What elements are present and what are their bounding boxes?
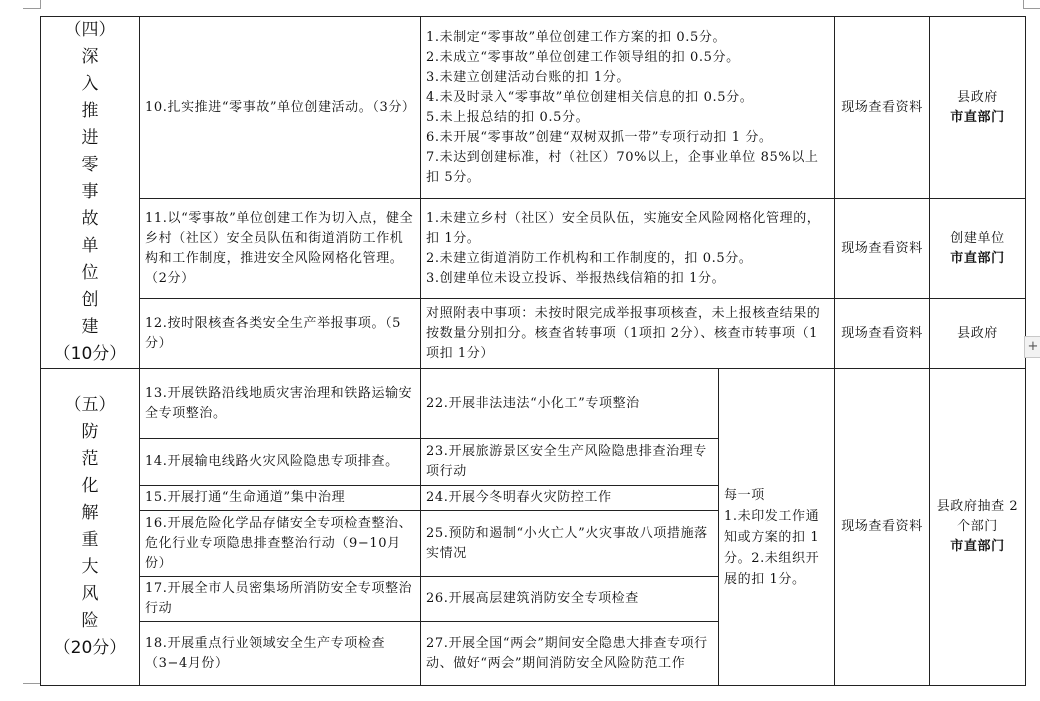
task-cell: 27.开展全国“两会”期间安全隐患大排查专项行动、做好“两会”期间消防安全风险防范工作 [421,622,719,686]
criteria-cell: 对照附表中事项：未按时限完成举报事项核查，未上报核查结果的按数量分别扣分。核查省转事项（1项扣 2分）、核查市转事项（1项扣 1分） [421,299,835,369]
criteria-cell: 1.未制定“零事故”单位创建工作方案的扣 0.5分。 2.未成立“零事故”单位创建工作领导组的扣 0.5分。 3.未建立创建活动台账的扣 1分。 4.未及时录入“零事故”单位创建相关信息的扣 0.5分。 5.未上报总结的扣 0.5分。 6.未开展“零事故”创建“双树双抓一带”专项行动扣 1 分。 7.未达到创建标准，村（社区）70%以上，企事业单位 85%以上扣 5分。 [421,17,835,199]
task-cell: 12.按时限核查各类安全生产举报事项。（5分） [140,299,421,369]
method-cell: 现场查看资料 [835,369,930,686]
assessment-table [40,16,1026,686]
task-cell: 24.开展今冬明春火灾防控工作 [421,486,719,511]
task-cell: 16.开展危险化学品存储安全专项检查整治、危化行业专项隐患排查整治行动（9−10月份） [140,511,421,577]
task-cell: 14.开展输电线路火灾风险隐患专项排查。 [140,439,421,486]
criteria-cell: 每一项 1.未印发工作通知或方案的扣 1分。2.未组织开展的扣 1分。 [719,369,835,686]
table-row [41,299,1026,369]
method-cell: 现场查看资料 [835,199,930,299]
task-cell: 25.预防和遏制“小火亡人”火灾事故八项措施落实情况 [421,511,719,577]
page-corner-mark-bottom-left [23,683,41,684]
section-5-header: （五） 防 范 化 解 重 大 风 险 （20分） [41,369,140,686]
method-cell: 现场查看资料 [835,17,930,199]
task-cell: 18.开展重点行业领域安全生产专项检查（3−4月份） [140,622,421,686]
criteria-cell: 1.未建立乡村（社区）安全员队伍，实施安全风险网格化管理的，扣 1分。 2.未建立街道消防工作机构和工作制度的，扣 0.5分。 3.创建单位未设立投诉、举报热线信箱的扣 1分。 [421,199,835,299]
method-cell: 现场查看资料 [835,299,930,369]
task-cell: 13.开展铁路沿线地质灾害治理和铁路运输安全专项整治。 [140,369,421,439]
table-expand-icon[interactable]: + [1024,336,1040,358]
task-cell: 22.开展非法违法“小化工”专项整治 [421,369,719,439]
task-cell: 11.以“零事故”单位创建工作为切入点，健全乡村（社区）安全员队伍和街道消防工作机构和工作制度，推进安全风险网格化管理。（2分） [140,199,421,299]
task-cell: 26.开展高层建筑消防安全专项检查 [421,577,719,622]
task-cell: 15.开展打通“生命通道”集中治理 [140,486,421,511]
task-cell: 10.扎实推进“零事故”单位创建活动。（3分） [140,17,421,199]
table-row [41,369,1026,439]
page-corner-mark-top-left-v [40,0,41,9]
task-cell: 23.开展旅游景区安全生产风险隐患排查治理专项行动 [421,439,719,486]
table-row [41,17,1026,199]
dept-cell: 县政府 市直部门 [930,17,1026,199]
section-4-header: （四） 深 入 推 进 零 事 故 单 位 创 建 （10分） [41,17,140,369]
page-corner-mark-top-left-h [23,8,41,9]
page-corner-mark-top-right-v [1023,0,1024,9]
dept-cell: 县政府 [930,299,1026,369]
dept-cell: 创建单位 市直部门 [930,199,1026,299]
dept-cell: 县政府抽查 2个部门 市直部门 [930,369,1026,686]
page-corner-mark-top-right-h [1024,8,1040,9]
table-row [41,199,1026,299]
task-cell: 17.开展全市人员密集场所消防安全专项整治行动 [140,577,421,622]
